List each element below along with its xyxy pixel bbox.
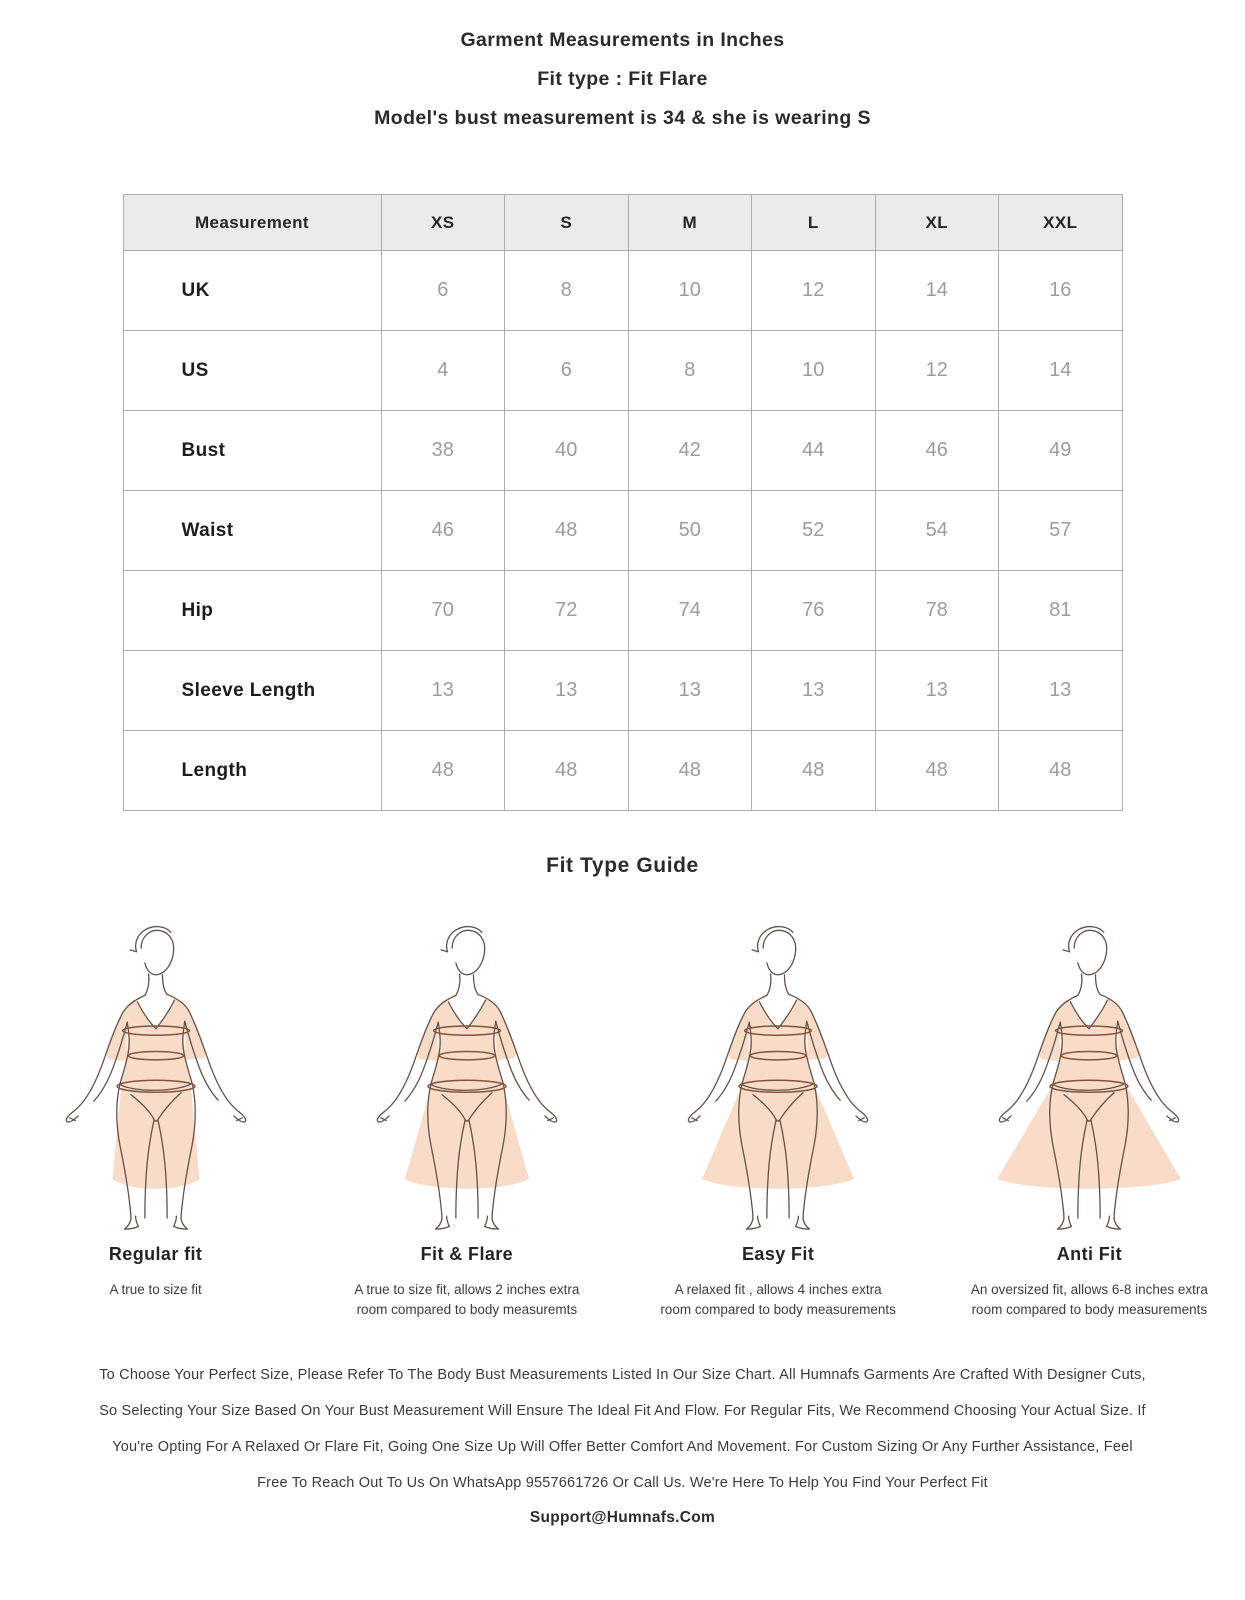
size-table-header-row xyxy=(123,195,1122,251)
cell-uk-xl: 14 xyxy=(875,251,999,331)
size-row-waist xyxy=(123,491,1122,571)
column-header-xl: XL xyxy=(875,195,999,251)
cell-sleeve-length-l: 13 xyxy=(752,651,876,731)
header xyxy=(0,0,1245,130)
row-label-length: Length xyxy=(123,731,381,811)
figure-anti-fit-icon xyxy=(965,923,1213,1231)
cell-us-s: 6 xyxy=(505,331,629,411)
size-table-body xyxy=(123,251,1122,811)
cell-waist-s: 48 xyxy=(505,491,629,571)
size-row-bust xyxy=(123,411,1122,491)
fit-description-easy-fit: A relaxed fit , allows 4 inches extra room compared to body measurements xyxy=(660,1282,896,1318)
support-email[interactable]: Support@Humnafs.Com xyxy=(529,1508,716,1526)
size-row-uk xyxy=(123,251,1122,331)
row-label-us: US xyxy=(123,331,381,411)
row-label-hip: Hip xyxy=(123,571,381,651)
cell-hip-m: 74 xyxy=(628,571,752,651)
fit-card-easy-fit xyxy=(623,923,934,1321)
column-header-l: L xyxy=(752,195,876,251)
cell-uk-xs: 6 xyxy=(381,251,505,331)
fit-type-guide-title: Fit Type Guide xyxy=(546,854,699,877)
figure-regular-fit-icon xyxy=(32,923,280,1231)
cell-uk-xxl: 16 xyxy=(999,251,1123,331)
cell-sleeve-length-s: 13 xyxy=(505,651,629,731)
column-header-s: S xyxy=(505,195,629,251)
column-header-xs: XS xyxy=(381,195,505,251)
fit-description-anti-fit: An oversized fit, allows 6-8 inches extra room compared to body measurements xyxy=(970,1282,1208,1318)
cell-sleeve-length-xxl: 13 xyxy=(999,651,1123,731)
column-header-m: M xyxy=(628,195,752,251)
size-table-head xyxy=(123,195,1122,251)
size-row-length xyxy=(123,731,1122,811)
cell-us-xxl: 14 xyxy=(999,331,1123,411)
cell-sleeve-length-xl: 13 xyxy=(875,651,999,731)
cell-bust-l: 44 xyxy=(752,411,876,491)
cell-hip-xxl: 81 xyxy=(999,571,1123,651)
fit-type-line: Fit type : Fit Flare xyxy=(537,68,708,90)
fit-name-fit-flare: Fit & Flare xyxy=(420,1244,514,1264)
fit-name-anti-fit: Anti Fit xyxy=(1056,1244,1122,1264)
cell-waist-xxl: 57 xyxy=(999,491,1123,571)
cell-waist-xs: 46 xyxy=(381,491,505,571)
cell-waist-xl: 54 xyxy=(875,491,999,571)
cell-bust-xs: 38 xyxy=(381,411,505,491)
cell-bust-s: 40 xyxy=(505,411,629,491)
fit-card-anti-fit xyxy=(934,923,1245,1321)
cell-us-m: 8 xyxy=(628,331,752,411)
size-row-sleeve-length xyxy=(123,651,1122,731)
cell-length-xs: 48 xyxy=(381,731,505,811)
fit-card-fit-flare xyxy=(311,923,622,1321)
fit-name-regular-fit: Regular fit xyxy=(108,1244,203,1264)
column-header-xxl: XXL xyxy=(999,195,1123,251)
cell-sleeve-length-xs: 13 xyxy=(381,651,505,731)
sizing-note: To Choose Your Perfect Size, Please Refer To The Body Bust Measurements Listed In Our Size Chart. All Humnafs Garments Are Crafted With Designer Cuts, So Selecting Your Size Based On Your Bust Measurement Will Ensure The Ideal Fit And Flow. For Regular Fits, We Recommend Choosing Your Actual Size. If You're Opting For A Relaxed Or Flare Fit, Going One Size Up Will Offer Better Comfort And Movement. For Custom Sizing Or Any Further Assistance, Feel Free To Reach Out To Us On WhatsApp 9557661726 Or Call Us. We're Here To Help You Find Your Perfect Fit xyxy=(99,1366,1146,1491)
fit-name-easy-fit: Easy Fit xyxy=(742,1244,815,1264)
cell-hip-s: 72 xyxy=(505,571,629,651)
row-label-bust: Bust xyxy=(123,411,381,491)
cell-length-m: 48 xyxy=(628,731,752,811)
row-label-uk: UK xyxy=(123,251,381,331)
cell-length-xl: 48 xyxy=(875,731,999,811)
figure-fit-flare-icon xyxy=(343,923,591,1231)
row-label-sleeve-length: Sleeve Length xyxy=(123,651,381,731)
figure-easy-fit-icon xyxy=(654,923,902,1231)
row-label-waist: Waist xyxy=(123,491,381,571)
fit-description-fit-flare: A true to size fit, allows 2 inches extra room compared to body measuremts xyxy=(354,1282,580,1318)
cell-uk-s: 8 xyxy=(505,251,629,331)
cell-waist-l: 52 xyxy=(752,491,876,571)
cell-us-xs: 4 xyxy=(381,331,505,411)
fit-card-regular-fit xyxy=(0,923,311,1321)
cell-uk-m: 10 xyxy=(628,251,752,331)
cell-us-xl: 12 xyxy=(875,331,999,411)
size-row-us xyxy=(123,331,1122,411)
model-info-line: Model's bust measurement is 34 & she is wearing S xyxy=(374,107,871,129)
cell-waist-m: 50 xyxy=(628,491,752,571)
cell-hip-xs: 70 xyxy=(381,571,505,651)
cell-hip-l: 76 xyxy=(752,571,876,651)
cell-bust-m: 42 xyxy=(628,411,752,491)
fit-description-regular-fit: A true to size fit xyxy=(109,1282,202,1297)
cell-uk-l: 12 xyxy=(752,251,876,331)
column-header-measurement: Measurement xyxy=(123,195,381,251)
cell-hip-xl: 78 xyxy=(875,571,999,651)
page-title: Garment Measurements in Inches xyxy=(460,29,785,51)
cell-length-xxl: 48 xyxy=(999,731,1123,811)
cell-sleeve-length-m: 13 xyxy=(628,651,752,731)
cell-length-l: 48 xyxy=(752,731,876,811)
cell-bust-xl: 46 xyxy=(875,411,999,491)
size-row-hip xyxy=(123,571,1122,651)
fit-guide-cards xyxy=(0,923,1245,1321)
cell-length-s: 48 xyxy=(505,731,629,811)
size-table xyxy=(123,194,1123,811)
cell-bust-xxl: 49 xyxy=(999,411,1123,491)
cell-us-l: 10 xyxy=(752,331,876,411)
